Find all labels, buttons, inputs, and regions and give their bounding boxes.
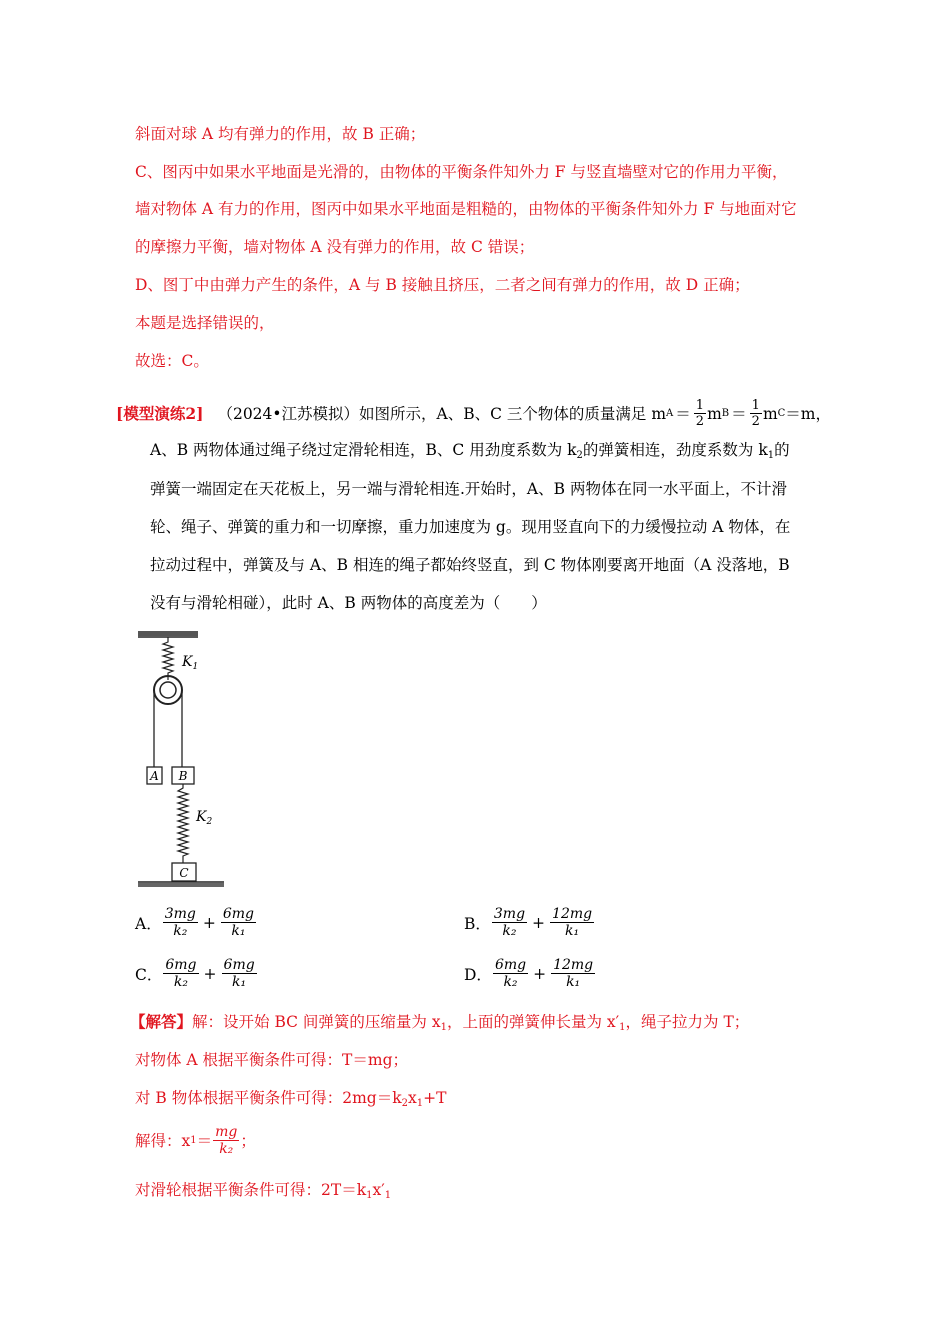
block-a-label: A xyxy=(150,769,159,783)
spring-k2 xyxy=(178,784,188,863)
option-b-frac-1: $\frac{3mg}{\text{k₂}}$ xyxy=(493,906,526,939)
sub-c: C xyxy=(777,407,786,419)
eq-tail: ＝m， xyxy=(785,404,831,423)
problem-intro: （2024•江苏模拟）如图所示，A、B、C 三个物体的质量满足 m xyxy=(217,404,667,423)
option-a-plus: + xyxy=(202,913,216,932)
option-a-label: A． xyxy=(135,914,162,933)
ceiling xyxy=(138,631,198,636)
option-d-frac-1: $\frac{6mg}{\text{k₂}}$ xyxy=(494,957,527,990)
option-b[interactable] xyxy=(464,906,595,939)
eq-m-b: m xyxy=(707,404,722,423)
problem-tag: [模型演练2] xyxy=(116,403,204,423)
block-c-label: C xyxy=(179,866,189,880)
explanation-line-2: C、图丙中如果水平地面是光滑的，由物体的平衡条件知外力 F 与竖直墙壁对它的作用力平衡， xyxy=(135,163,788,181)
problem-line-5: 拉动过程中，弹簧及与 A、B 相连的绳子都始终竖直，到 C 物体刚要离开地面（A 没落地，B xyxy=(150,556,790,574)
pulley-spring-figure xyxy=(132,628,232,890)
solution-tag: 【解答】 xyxy=(130,1012,193,1031)
solution-line-3: 对 B 物体根据平衡条件可得：$2mg=k_2x_1+T$ xyxy=(135,1089,447,1109)
explanation-line-3: 墙对物体 A 有力的作用，图丙中如果水平地面是粗糙的，由物体的平衡条件知外力 F 与地面对它 xyxy=(135,200,797,218)
problem-line-4: 轮、绳子、弹簧的重力和一切摩擦，重力加速度为 g。现用竖直向下的力缓慢拉动 A 物体，在 xyxy=(150,518,791,536)
sub-a: A xyxy=(666,407,674,419)
k2-label: $K_2$ xyxy=(196,809,213,827)
pulley-wheel xyxy=(154,676,182,704)
option-b-label: B． xyxy=(464,914,491,933)
option-b-frac-2: $\frac{12mg}{\text{k₁}}$ xyxy=(552,906,593,939)
explanation-line-4: 的摩擦力平衡，墙对物体 A 没有弹力的作用，故 C 错误； xyxy=(135,238,535,256)
solution-line-4: 解得：x 1 ＝ $\frac{mg}{\text{k₂}}$ ； xyxy=(135,1124,256,1157)
spring-k1 xyxy=(163,637,173,680)
solution-line-5: 对滑轮根据平衡条件可得：$2T=k_1x'_1$ xyxy=(135,1181,392,1201)
block-b-label: B xyxy=(178,769,188,783)
option-c-frac-1: $\frac{6mg}{\text{k₂}}$ xyxy=(165,957,197,990)
option-a-frac-2: $\frac{6mg}{\text{k₁}}$ xyxy=(222,906,255,939)
explanation-line-1: 斜面对球 A 均有弹力的作用，故 B 正确； xyxy=(135,125,426,143)
option-c-plus: + xyxy=(203,964,217,983)
problem-line-6: 没有与滑轮相碰），此时 A、B 两物体的高度差为（ ） xyxy=(150,594,547,612)
eq-m-c: m xyxy=(762,404,778,423)
solution-line-2: 对物体 A 根据平衡条件可得：T＝mg； xyxy=(135,1051,409,1069)
solution-line-1: 【解答】解：设开始 BC 间弹簧的压缩量为 $x_1$，上面的弹簧伸长量为 $x'_1$，绳子拉力为 T； xyxy=(130,1012,750,1033)
option-c-label: C． xyxy=(135,965,163,984)
half-fraction-1: $\frac{1}{2}$ xyxy=(695,398,705,429)
explanation-line-6: 本题是选择错误的， xyxy=(135,314,275,332)
option-d[interactable] xyxy=(464,957,596,990)
explanation-line-7: 故选：C。 xyxy=(135,352,209,370)
option-a-frac-1: $\frac{3mg}{\text{k₂}}$ xyxy=(164,906,196,939)
solution-fraction: $\frac{mg}{\text{k₂}}$ xyxy=(215,1124,238,1157)
option-c-frac-2: $\frac{6mg}{\text{k₁}}$ xyxy=(223,957,255,990)
problem-line-2: A、B 两物体通过绳子绕过定滑轮相连，B、C 用劲度系数为 $k_2$的弹簧相连，劲度系数为 $k_1$的 xyxy=(150,441,790,461)
problem-line-3: 弹簧一端固定在天花板上，另一端与滑轮相连.开始时，A、B 两物体在同一水平面上，不计滑 xyxy=(150,480,787,498)
option-a[interactable] xyxy=(135,906,257,939)
half-fraction-2: $\frac{1}{2}$ xyxy=(751,398,760,429)
option-b-plus: + xyxy=(532,913,546,932)
option-d-label: D． xyxy=(464,965,492,984)
explanation-line-5: D、图丁中由弹力产生的条件，A 与 B 接触且挤压，二者之间有弹力的作用，故 D 正确； xyxy=(135,276,750,294)
option-d-frac-2: $\frac{12mg}{\text{k₁}}$ xyxy=(553,957,594,990)
k1-label: $K_1$ xyxy=(182,654,199,672)
option-c[interactable] xyxy=(135,957,258,990)
problem-first-line: [模型演练2] （2024•江苏模拟）如图所示，A、B、C 三个物体的质量满足 m A ＝ $\frac{1}{2}$ m B ＝ $\frac{1}{2}$ m C ＝m， xyxy=(116,398,831,429)
sub-b: B xyxy=(721,407,730,419)
option-d-plus: + xyxy=(533,964,547,983)
